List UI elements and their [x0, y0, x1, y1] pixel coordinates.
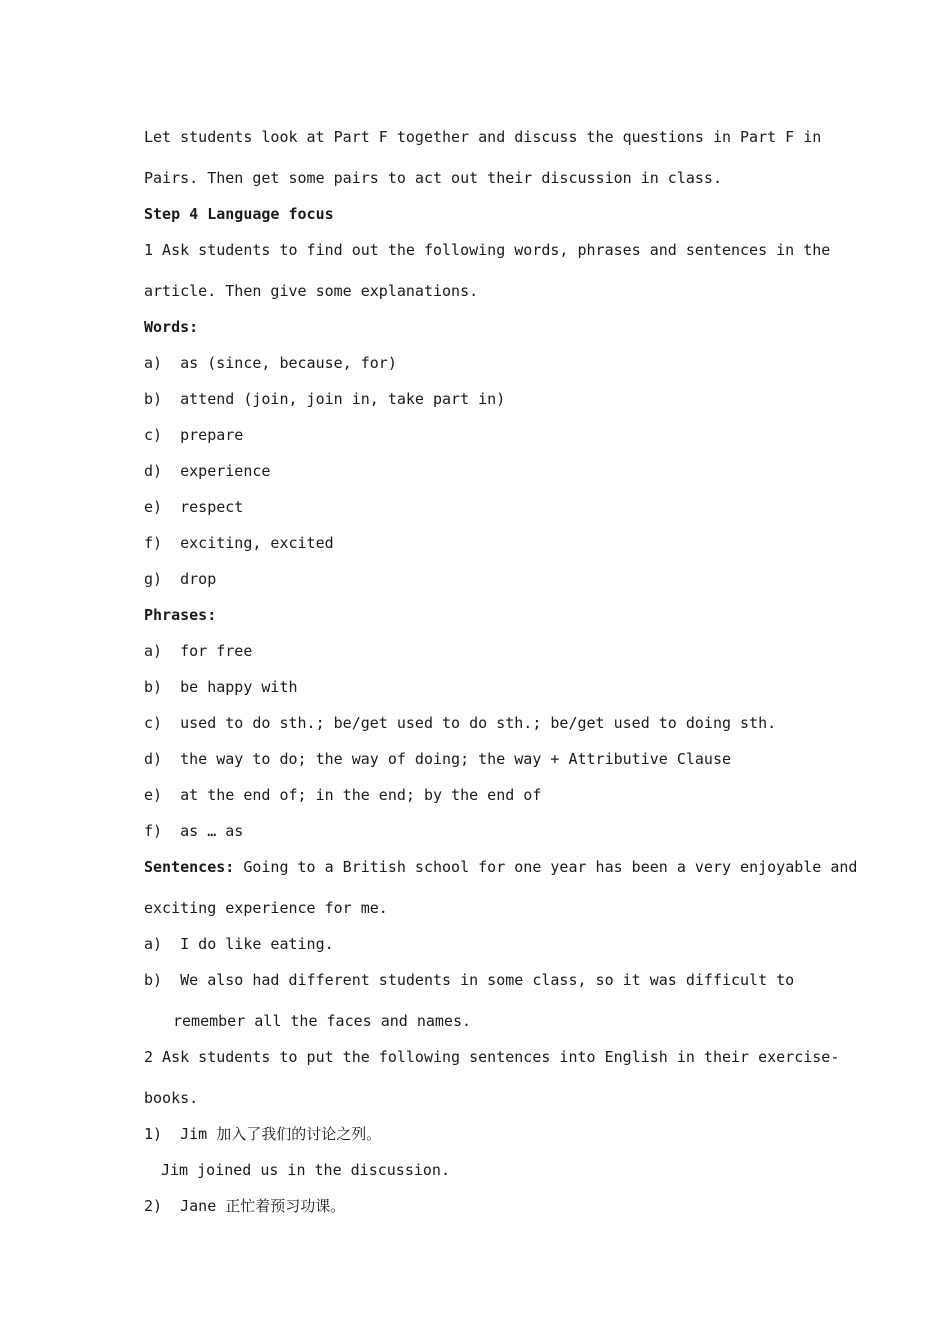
sentences-item-continuation: remember all the faces and names. — [173, 1012, 472, 1030]
words-item: d) experience — [144, 462, 271, 480]
translation-item: 1) Jim 加入了我们的讨论之列。 — [144, 1125, 382, 1143]
phrases-item: b) be happy with — [144, 678, 298, 696]
translation-item: 2) Jane 正忙着预习功课。 — [144, 1197, 346, 1215]
step4-heading: Step 4 Language focus — [144, 205, 334, 223]
sentences-example: Going to a British school for one year has been a very enjoyable and — [234, 858, 858, 876]
phrases-item: d) the way to do; the way of doing; the way + Attributive Clause — [144, 750, 731, 768]
sentences-line-2: exciting experience for me. — [144, 899, 388, 917]
task1-line-2: article. Then give some explanations. — [144, 282, 479, 300]
words-item: a) as (since, because, for) — [144, 354, 397, 372]
words-item: e) respect — [144, 498, 244, 516]
words-item: f) exciting, excited — [144, 534, 334, 552]
translation-answer: Jim joined us in the discussion. — [161, 1161, 450, 1179]
task1-line-1: 1 Ask students to find out the following words, phrases and sentences in the — [144, 241, 831, 259]
intro-line-2: Pairs. Then get some pairs to act out their discussion in class. — [144, 169, 722, 187]
phrases-label: Phrases: — [144, 606, 217, 624]
phrases-item: f) as … as — [144, 822, 244, 840]
phrases-item: e) at the end of; in the end; by the end of — [144, 786, 542, 804]
phrases-item: c) used to do sth.; be/get used to do sth.; be/get used to doing sth. — [144, 714, 777, 732]
words-item: g) drop — [144, 570, 217, 588]
phrases-item: a) for free — [144, 642, 253, 660]
intro-line-1: Let students look at Part F together and discuss the questions in Part F in — [144, 128, 822, 146]
sentences-label: Sentences: — [144, 858, 235, 876]
task2-line-1: 2 Ask students to put the following sentences into English in their exercise- — [144, 1048, 840, 1066]
sentences-line-1 — [144, 857, 857, 877]
words-item: b) attend (join, join in, take part in) — [144, 390, 506, 408]
sentences-item: a) I do like eating. — [144, 935, 334, 953]
words-item: c) prepare — [144, 426, 244, 444]
words-label: Words: — [144, 318, 199, 336]
sentences-item: b) We also had different students in some class, so it was difficult to — [144, 971, 795, 989]
task2-line-2: books. — [144, 1089, 199, 1107]
